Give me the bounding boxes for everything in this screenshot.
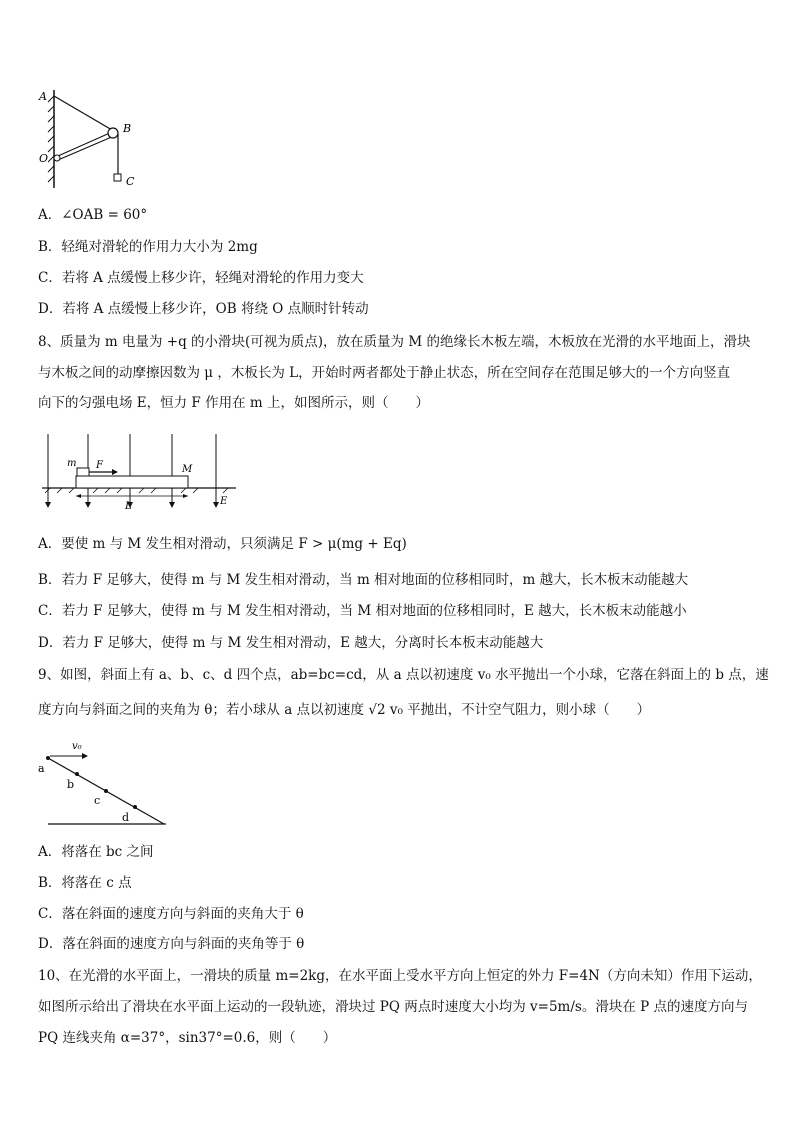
q8-option-a: A．要使 m 与 M 发生相对滑动，只须满足 F > μ(mg + Eq) bbox=[38, 536, 407, 552]
q7-option-d: D．若将 A 点缓慢上移少许，OB 将绕 O 点顺时针转动 bbox=[38, 301, 369, 317]
label-c: C bbox=[126, 175, 135, 188]
q9-stem-line-2: 度方向与斜面之间的夹角为 θ；若小球从 a 点以初速度 √2 v₀ 平抛出，不计空气阻力，则小球（ ） bbox=[38, 702, 651, 718]
label-b: B bbox=[123, 122, 132, 135]
label-o: O bbox=[39, 152, 49, 165]
label-m: m bbox=[67, 458, 77, 469]
q9-option-b: B．将落在 c 点 bbox=[38, 875, 132, 891]
q10-stem-line-3: PQ 连线夹角 α=37°，sin37°=0.6，则（ ） bbox=[38, 1030, 337, 1046]
q7-option-a: A．∠OAB = 60° bbox=[38, 207, 148, 223]
q9-option-c: C．落在斜面的速度方向与斜面的夹角大于 θ bbox=[38, 906, 304, 922]
q9-option-a: A．将落在 bc 之间 bbox=[38, 844, 154, 860]
q9-stem-line-1: 9、如图，斜面上有 a、b、c、d 四个点，ab=bc=cd，从 a 点以初速度 v₀ 水平抛出一个小球，它落在斜面上的 b 点，速 bbox=[38, 667, 769, 683]
q7-option-c: C．若将 A 点缓慢上移少许，轻绳对滑轮的作用力变大 bbox=[38, 270, 364, 286]
label-a: A bbox=[39, 90, 47, 103]
label-a: a bbox=[38, 762, 45, 775]
q8-stem-line-3: 向下的匀强电场 E，恒力 F 作用在 m 上，如图所示，则（ ） bbox=[38, 395, 429, 411]
label-e: E bbox=[220, 496, 228, 507]
q7-option-b: B．轻绳对滑轮的作用力大小为 2mg bbox=[38, 239, 258, 255]
q8-stem-line-2: 与木板之间的动摩擦因数为 μ ，木板长为 L，开始时两者都处于静止状态，所在空间存在范围足够大的一个方向竖直 bbox=[38, 365, 731, 381]
q8-option-d: D．若力 F 足够大，使得 m 与 M 发生相对滑动，E 越大，分离时长本板末动能越大 bbox=[38, 635, 544, 651]
label-v0: v₀ bbox=[72, 741, 82, 752]
q8-stem-line-1: 8、质量为 m 电量为 +q 的小滑块(可视为质点)，放在质量为 M 的绝缘长木板左端，木板放在光滑的水平地面上，滑块 bbox=[38, 334, 751, 350]
q8-option-c: C．若力 F 足够大，使得 m 与 M 发生相对滑动，当 M 相对地面的位移相同时，E 越大，长木板末动能越小 bbox=[38, 603, 687, 619]
q8-figure bbox=[40, 432, 240, 514]
q10-stem-line-2: 如图所示给出了滑块在水平面上运动的一段轨迹，滑块过 PQ 两点时速度大小均为 v=5m/s。滑块在 P 点的速度方向与 bbox=[38, 999, 748, 1015]
q10-stem-line-1: 10、在光滑的水平面上，一滑块的质量 m=2kg，在水平面上受水平方向上恒定的外力 F=4N（方向未知）作用下运动， bbox=[38, 968, 762, 984]
q9-option-d: D．落在斜面的速度方向与斜面的夹角等于 θ bbox=[38, 936, 305, 952]
q8-option-b: B．若力 F 足够大，使得 m 与 M 发生相对滑动，当 m 相对地面的位移相同时，m 越大，长木板末动能越大 bbox=[38, 572, 689, 588]
label-b: b bbox=[67, 778, 75, 791]
label-f: F bbox=[96, 460, 103, 471]
label-d: d bbox=[122, 811, 130, 824]
label-big-m: M bbox=[182, 464, 193, 475]
q9-figure bbox=[36, 738, 172, 830]
q7-figure bbox=[36, 88, 146, 194]
label-c: c bbox=[94, 794, 101, 807]
label-l: L bbox=[125, 501, 132, 512]
